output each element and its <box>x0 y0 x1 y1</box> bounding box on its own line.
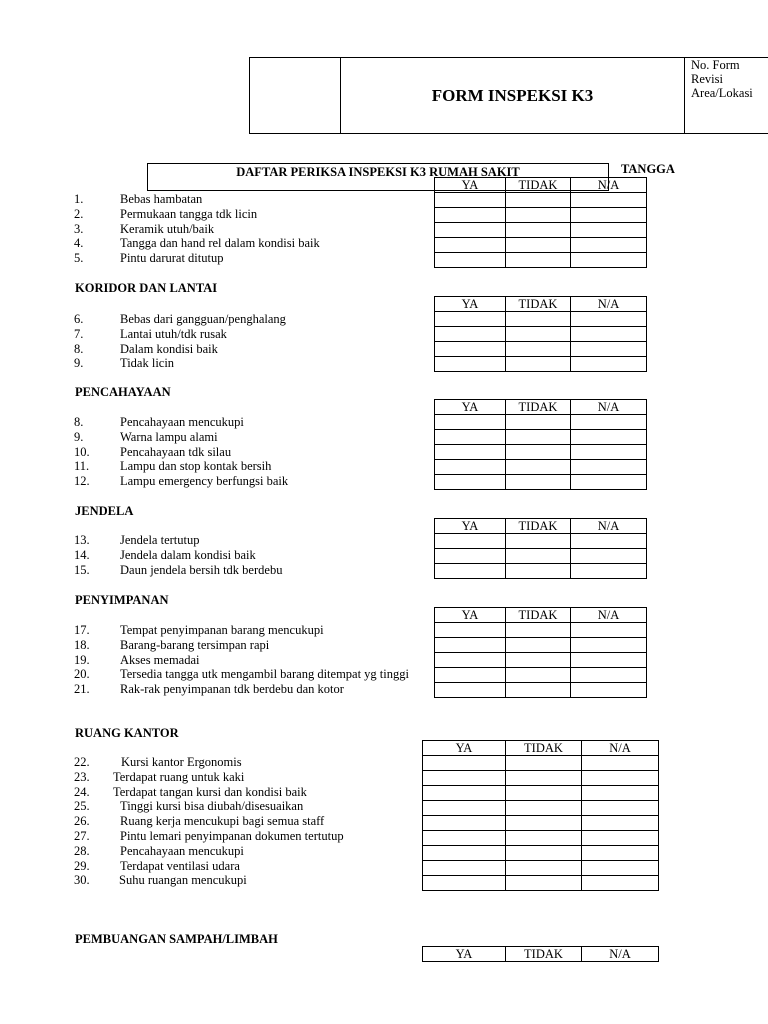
item-text: Terdapat tangan kursi dan kondisi baik <box>113 784 307 799</box>
table-row <box>423 846 659 861</box>
item-number: 7. <box>74 326 84 341</box>
item-number: 12. <box>74 474 90 489</box>
check-cell[interactable] <box>571 564 647 579</box>
check-cell[interactable] <box>571 223 647 238</box>
check-cell[interactable] <box>435 223 506 238</box>
check-cell[interactable] <box>506 683 571 698</box>
check-cell[interactable] <box>435 683 506 698</box>
check-cell[interactable] <box>506 445 571 460</box>
item-text: Lampu dan stop kontak bersih <box>120 459 272 474</box>
check-cell[interactable] <box>571 238 647 253</box>
item-number: 5. <box>74 251 84 266</box>
item-number: 20. <box>74 667 90 682</box>
column-header: YA <box>435 297 506 312</box>
item-text: Jendela dalam kondisi baik <box>120 547 256 562</box>
check-cell[interactable] <box>582 861 659 876</box>
check-cell[interactable] <box>435 549 506 564</box>
check-cell[interactable] <box>506 238 571 253</box>
item-number: 9. <box>74 356 84 371</box>
item-number: 18. <box>74 637 90 652</box>
check-cell[interactable] <box>571 327 647 342</box>
check-cell[interactable] <box>506 771 582 786</box>
table-row <box>423 861 659 876</box>
table-header-row <box>435 178 647 193</box>
column-header: TIDAK <box>506 519 571 534</box>
check-cell[interactable] <box>423 861 506 876</box>
check-cell[interactable] <box>582 816 659 831</box>
check-cell[interactable] <box>506 876 582 891</box>
check-cell[interactable] <box>506 193 571 208</box>
check-cell[interactable] <box>506 312 571 327</box>
item-number: 8. <box>74 341 84 356</box>
check-cell[interactable] <box>435 415 506 430</box>
check-cell[interactable] <box>506 534 571 549</box>
item-text: Tempat penyimpanan barang mencukupi <box>120 623 324 637</box>
check-cell[interactable] <box>582 771 659 786</box>
check-cell[interactable] <box>571 430 647 445</box>
item-number: 25. <box>74 799 90 814</box>
column-header: TIDAK <box>506 608 571 623</box>
check-cell[interactable] <box>435 357 506 372</box>
meta-no-form: No. Form <box>691 58 740 72</box>
item-number: 24. <box>74 784 90 799</box>
item-number: 27. <box>74 829 90 843</box>
check-cell[interactable] <box>435 668 506 683</box>
column-header: TIDAK <box>506 400 571 415</box>
check-cell[interactable] <box>435 475 506 490</box>
item-text: Bebas dari gangguan/penghalang <box>120 312 286 326</box>
table-row <box>423 816 659 831</box>
item-text: Lantai utuh/tdk rusak <box>120 326 227 341</box>
checklist-table <box>422 740 659 891</box>
check-cell[interactable] <box>435 445 506 460</box>
check-cell[interactable] <box>506 801 582 816</box>
check-cell[interactable] <box>506 623 571 638</box>
item-text: Ruang kerja mencukupi bagi semua staff <box>120 814 325 829</box>
check-cell[interactable] <box>506 460 571 475</box>
check-cell[interactable] <box>435 564 506 579</box>
item-text: Tidak licin <box>120 356 175 371</box>
item-text: Warna lampu alami <box>120 429 218 444</box>
check-cell[interactable] <box>423 771 506 786</box>
check-cell[interactable] <box>571 623 647 638</box>
check-cell[interactable] <box>435 238 506 253</box>
checklist-table <box>434 518 647 579</box>
item-number: 14. <box>74 547 90 562</box>
check-cell[interactable] <box>582 756 659 771</box>
item-text: Pencahayaan mencukupi <box>120 415 244 429</box>
check-cell[interactable] <box>582 876 659 891</box>
check-cell[interactable] <box>571 475 647 490</box>
check-cell[interactable] <box>435 327 506 342</box>
check-cell[interactable] <box>435 342 506 357</box>
item-number: 13. <box>74 533 90 547</box>
item-text: Pintu darurat ditutup <box>120 251 224 266</box>
checklist-table <box>434 296 647 372</box>
check-cell[interactable] <box>571 445 647 460</box>
check-cell[interactable] <box>571 653 647 668</box>
check-cell[interactable] <box>423 786 506 801</box>
item-number: 23. <box>74 769 90 784</box>
column-header: TIDAK <box>506 741 582 756</box>
check-cell[interactable] <box>506 653 571 668</box>
check-cell[interactable] <box>571 415 647 430</box>
column-header: N/A <box>571 400 647 415</box>
check-cell[interactable] <box>506 861 582 876</box>
item-number: 15. <box>74 562 90 577</box>
item-number: 10. <box>74 444 90 459</box>
column-header: YA <box>423 947 506 962</box>
check-cell[interactable] <box>435 653 506 668</box>
check-cell[interactable] <box>571 460 647 475</box>
check-cell[interactable] <box>506 475 571 490</box>
check-cell[interactable] <box>506 223 571 238</box>
meta-area-lokasi: Area/Lokasi <box>691 86 753 100</box>
table-header-row <box>435 400 647 415</box>
table-row <box>423 771 659 786</box>
check-cell[interactable] <box>582 846 659 861</box>
item-text: Tersedia tangga utk mengambil barang ditempat yg tinggi <box>120 667 409 682</box>
table-row <box>435 193 647 208</box>
table-row <box>435 638 647 653</box>
item-number: 11. <box>74 459 90 474</box>
section-title: PENYIMPANAN <box>75 593 169 607</box>
checklist-table <box>434 177 647 268</box>
check-cell[interactable] <box>435 623 506 638</box>
item-number: 1. <box>74 192 84 206</box>
check-cell[interactable] <box>423 846 506 861</box>
table-row <box>435 357 647 372</box>
tangga-label: TANGGA <box>621 162 675 176</box>
table-row <box>423 756 659 771</box>
check-cell[interactable] <box>506 430 571 445</box>
section-title: PENCAHAYAAN <box>75 385 171 399</box>
form-meta <box>691 58 753 100</box>
check-cell[interactable] <box>506 342 571 357</box>
table-row <box>435 223 647 238</box>
table-header-row <box>435 608 647 623</box>
table-header-row <box>435 297 647 312</box>
table-header-row <box>423 947 659 962</box>
table-row <box>435 653 647 668</box>
item-number: 26. <box>74 814 90 829</box>
table-row <box>435 623 647 638</box>
column-header: N/A <box>582 741 659 756</box>
column-header: N/A <box>582 947 659 962</box>
check-cell[interactable] <box>423 756 506 771</box>
item-text: Bebas hambatan <box>120 192 203 206</box>
check-cell[interactable] <box>571 253 647 268</box>
check-cell[interactable] <box>506 549 571 564</box>
item-number: 22. <box>74 755 90 769</box>
check-cell[interactable] <box>571 357 647 372</box>
check-cell[interactable] <box>506 786 582 801</box>
table-row <box>423 876 659 891</box>
item-number: 28. <box>74 843 90 858</box>
check-cell[interactable] <box>506 564 571 579</box>
item-text: Permukaan tangga tdk licin <box>120 206 258 221</box>
check-cell[interactable] <box>435 193 506 208</box>
item-text: Lampu emergency berfungsi baik <box>120 474 289 489</box>
table-row <box>435 208 647 223</box>
check-cell[interactable] <box>571 549 647 564</box>
check-cell[interactable] <box>506 638 571 653</box>
check-cell[interactable] <box>571 534 647 549</box>
item-text: Kursi kantor Ergonomis <box>121 755 242 769</box>
check-cell[interactable] <box>435 253 506 268</box>
check-cell[interactable] <box>435 534 506 549</box>
column-header: TIDAK <box>506 297 571 312</box>
meta-revisi: Revisi <box>691 72 723 86</box>
column-header: YA <box>423 741 506 756</box>
item-number: 19. <box>74 652 90 667</box>
check-cell[interactable] <box>571 208 647 223</box>
table-row <box>435 549 647 564</box>
check-cell[interactable] <box>423 816 506 831</box>
item-text: Rak-rak penyimpanan tdk berdebu dan kotor <box>120 682 344 697</box>
table-row <box>435 564 647 579</box>
item-number: 29. <box>74 858 90 873</box>
item-number: 8. <box>74 415 84 429</box>
item-text: Tangga dan hand rel dalam kondisi baik <box>120 236 320 251</box>
check-cell[interactable] <box>506 357 571 372</box>
check-cell[interactable] <box>506 415 571 430</box>
table-row <box>435 460 647 475</box>
column-header: N/A <box>571 608 647 623</box>
table-row <box>435 327 647 342</box>
checklist-table <box>422 946 659 962</box>
item-text: Pencahayaan tdk silau <box>120 444 232 459</box>
item-text: Akses memadai <box>120 652 200 667</box>
item-number: 30. <box>74 873 90 888</box>
table-row <box>435 475 647 490</box>
check-cell[interactable] <box>423 801 506 816</box>
column-header: N/A <box>571 519 647 534</box>
item-text: Dalam kondisi baik <box>120 341 218 356</box>
section-title: JENDELA <box>75 504 134 518</box>
table-row <box>423 786 659 801</box>
column-header: TIDAK <box>506 178 571 193</box>
column-header: TIDAK <box>506 947 582 962</box>
check-cell[interactable] <box>582 786 659 801</box>
table-row <box>435 534 647 549</box>
table-row <box>435 238 647 253</box>
table-row <box>435 415 647 430</box>
item-number: 3. <box>74 221 84 236</box>
check-cell[interactable] <box>506 831 582 846</box>
checklist-subtitle: DAFTAR PERIKSA INSPEKSI K3 RUMAH SAKIT <box>236 165 520 179</box>
item-text: Terdapat ventilasi udara <box>120 858 240 873</box>
check-cell[interactable] <box>423 876 506 891</box>
form-title: FORM INSPEKSI K3 <box>341 57 685 134</box>
column-header: YA <box>435 400 506 415</box>
section-title: PEMBUANGAN SAMPAH/LIMBAH <box>75 932 278 946</box>
check-cell[interactable] <box>571 312 647 327</box>
check-cell[interactable] <box>506 668 571 683</box>
check-cell[interactable] <box>435 638 506 653</box>
check-cell[interactable] <box>423 831 506 846</box>
table-row <box>435 445 647 460</box>
table-row <box>423 801 659 816</box>
table-row <box>435 342 647 357</box>
table-row <box>435 253 647 268</box>
check-cell[interactable] <box>435 208 506 223</box>
column-header: YA <box>435 608 506 623</box>
table-header-row <box>423 741 659 756</box>
column-header: N/A <box>571 297 647 312</box>
item-text: Pencahayaan mencukupi <box>120 843 244 858</box>
check-cell[interactable] <box>571 638 647 653</box>
check-cell[interactable] <box>582 801 659 816</box>
item-number: 17. <box>74 623 90 637</box>
check-cell[interactable] <box>571 342 647 357</box>
column-header: YA <box>435 178 506 193</box>
table-row <box>423 831 659 846</box>
checklist-table <box>434 399 647 490</box>
item-text: Suhu ruangan mencukupi <box>119 873 247 888</box>
check-cell[interactable] <box>506 327 571 342</box>
item-number: 6. <box>74 312 84 326</box>
table-header-row <box>435 519 647 534</box>
item-text: Daun jendela bersih tdk berdebu <box>120 562 283 577</box>
check-cell[interactable] <box>435 430 506 445</box>
check-cell[interactable] <box>571 193 647 208</box>
table-row <box>435 312 647 327</box>
check-cell[interactable] <box>506 756 582 771</box>
check-cell[interactable] <box>435 460 506 475</box>
section-title: KORIDOR DAN LANTAI <box>75 281 218 295</box>
item-text: Pintu lemari penyimpanan dokumen tertutup <box>120 829 344 843</box>
item-number: 2. <box>74 206 84 221</box>
item-text: Barang-barang tersimpan rapi <box>120 637 270 652</box>
table-row <box>435 430 647 445</box>
table-row <box>435 683 647 698</box>
check-cell[interactable] <box>582 831 659 846</box>
column-header: N/A <box>571 178 647 193</box>
check-cell[interactable] <box>506 208 571 223</box>
check-cell[interactable] <box>571 683 647 698</box>
check-cell[interactable] <box>506 253 571 268</box>
section-title: RUANG KANTOR <box>75 726 179 740</box>
check-cell[interactable] <box>506 816 582 831</box>
item-text: Jendela tertutup <box>120 533 200 547</box>
item-number: 4. <box>74 236 84 251</box>
item-text: Terdapat ruang untuk kaki <box>113 769 245 784</box>
item-number: 21. <box>74 682 90 697</box>
item-number: 9. <box>74 429 84 444</box>
item-text: Keramik utuh/baik <box>120 221 215 236</box>
logo-cell <box>249 57 341 134</box>
check-cell[interactable] <box>506 846 582 861</box>
item-text: Tinggi kursi bisa diubah/disesuaikan <box>120 799 304 814</box>
check-cell[interactable] <box>571 668 647 683</box>
column-header: YA <box>435 519 506 534</box>
check-cell[interactable] <box>435 312 506 327</box>
table-row <box>435 668 647 683</box>
checklist-table <box>434 607 647 698</box>
